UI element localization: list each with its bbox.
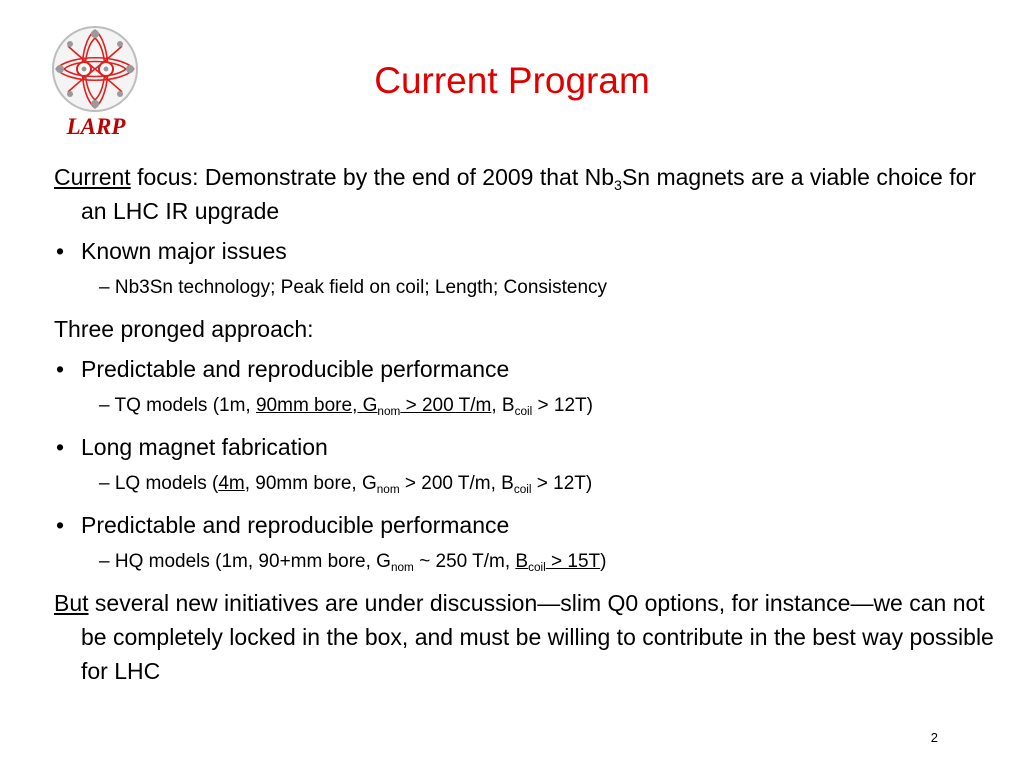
bullet-icon: •	[56, 238, 65, 264]
lq-sub-2: coil	[513, 483, 532, 497]
focus-paragraph	[54, 160, 994, 228]
tq-detail	[54, 392, 994, 420]
slide-content	[54, 160, 994, 694]
focus-subscript: 3	[614, 177, 622, 194]
lq-bullet-text: Long magnet fabrication	[81, 434, 328, 460]
lq-part-4: > 12T)	[531, 473, 593, 494]
lq-part-3: > 200 T/m, B	[399, 473, 514, 494]
approach-heading: Three pronged approach:	[54, 316, 314, 342]
hq-bullet	[54, 508, 994, 542]
tq-underlined-tail: > 200 T/m	[400, 395, 492, 416]
tq-underlined	[255, 395, 492, 419]
closing-text: several new initiatives are under discussion—slim Q0 options, for instance—we can not be completely locked in the box, and must be willing to contribute in the best way possible for LHC	[81, 590, 994, 684]
lq-detail	[54, 470, 994, 498]
tq-sub-2: coil	[514, 405, 533, 419]
known-issues-text: Known major issues	[81, 238, 287, 264]
bullet-icon: •	[56, 512, 65, 538]
hq-part-2: ~ 250 T/m,	[413, 551, 516, 572]
hq-detail	[54, 548, 994, 576]
lq-sub-1: nom	[376, 483, 400, 497]
page-number: 2	[930, 730, 938, 745]
closing-lead: But	[54, 590, 89, 616]
tq-underlined-sub: nom	[377, 405, 401, 419]
slide-title: Current Program	[374, 60, 650, 101]
bullet-icon: •	[56, 356, 65, 382]
lq-bullet	[54, 430, 994, 464]
hq-underlined	[515, 551, 601, 575]
tq-bullet	[54, 352, 994, 386]
focus-text-b: Sn magnets are a viable choice for an LHC IR upgrade	[81, 164, 977, 224]
lq-part-1: – LQ models (	[99, 473, 219, 494]
logo-label: LARP	[66, 114, 126, 139]
tq-bullet-text: Predictable and reproducible performance	[81, 356, 510, 382]
hq-part-3: )	[600, 551, 607, 572]
tq-part-1: – TQ models (1m,	[99, 395, 256, 416]
lq-underlined: 4m	[218, 473, 245, 494]
tq-part-2: , B	[491, 395, 515, 416]
focus-text-a: focus: Demonstrate by the end of 2009 that Nb	[130, 164, 614, 190]
bullet-icon: •	[56, 434, 65, 460]
hq-underlined-tail: > 15T	[545, 551, 601, 572]
hq-underlined-sub: coil	[528, 561, 546, 575]
closing-paragraph	[54, 586, 994, 688]
known-issues-detail: – Nb3Sn technology; Peak field on coil; Length; Consistency	[99, 277, 608, 298]
hq-part-1: – HQ models (1m, 90+mm bore, G	[99, 551, 391, 572]
hq-underlined-text: B	[515, 551, 529, 572]
hq-sub-1: nom	[390, 561, 414, 575]
tq-part-3: > 12T)	[532, 395, 593, 416]
lq-part-2: , 90mm bore, G	[244, 473, 377, 494]
tq-underlined-text: 90mm bore, G	[255, 395, 378, 416]
hq-bullet-text: Predictable and reproducible performance	[81, 512, 510, 538]
known-issues-bullet	[54, 234, 994, 268]
focus-lead: Current	[54, 164, 131, 190]
